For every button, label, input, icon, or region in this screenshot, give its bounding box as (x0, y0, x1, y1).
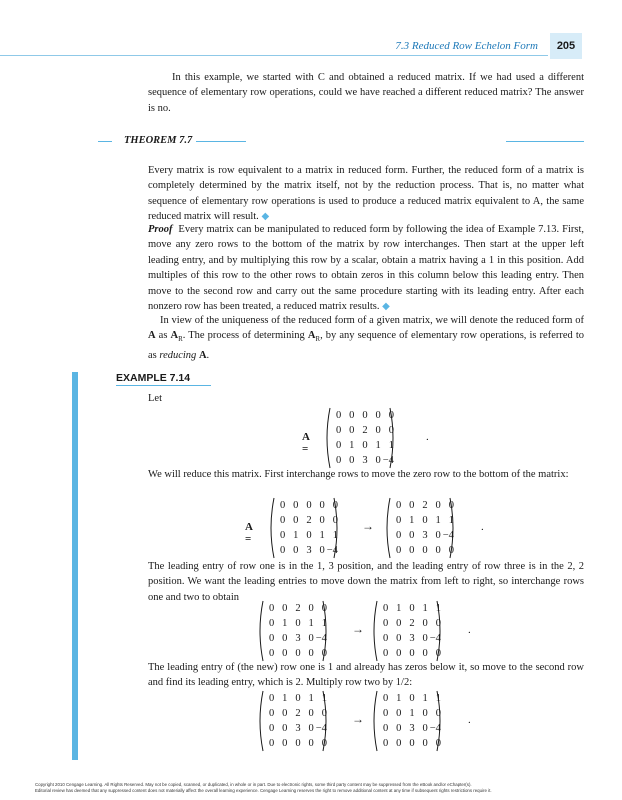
matrix-entry: 0 (268, 648, 275, 659)
matrix-entry: 0 (321, 648, 327, 659)
example-let: Let (148, 393, 162, 404)
matrix (384, 497, 456, 559)
matrix-entry: 0 (268, 738, 275, 749)
matrix-entry: 0 (282, 723, 288, 734)
matrix-entry: 0 (435, 545, 441, 556)
matrix (324, 407, 396, 469)
matrix-entry: 1 (396, 693, 402, 704)
matrix-entry: 1 (282, 618, 288, 629)
matrix-entry: 0 (268, 618, 275, 629)
matrix-entry: 0 (409, 500, 415, 511)
matrix-entry: 3 (295, 723, 301, 734)
matrix-entry: 2 (362, 425, 368, 436)
matrix-entry: 0 (375, 425, 381, 436)
matrix-entry: 0 (268, 603, 275, 614)
matrix-entry: 0 (295, 693, 301, 704)
matrix-row (375, 631, 441, 646)
matrix-row (375, 646, 441, 661)
matrix-entry: 0 (282, 603, 288, 614)
matrix-entry: 0 (382, 708, 389, 719)
matrix-row (388, 513, 454, 528)
matrix-entry: 0 (409, 545, 415, 556)
matrix-entry: 0 (306, 500, 312, 511)
matrix-entry: 0 (268, 708, 275, 719)
matrix-row (375, 706, 441, 721)
matrix-label-A: A = (245, 521, 253, 545)
matrix-entry: 2 (295, 708, 301, 719)
matrix-entry: −4 (429, 723, 441, 734)
matrix-entry: 1 (293, 530, 299, 541)
matrix-entry: 0 (293, 515, 299, 526)
matrix-entry: 1 (308, 618, 314, 629)
example-title-rule (116, 385, 211, 386)
matrix-entry: 0 (396, 708, 402, 719)
matrix-entry: 0 (268, 723, 275, 734)
matrix-entry: 0 (396, 648, 402, 659)
matrix-entry: 0 (382, 648, 389, 659)
matrix-entry: 0 (422, 545, 428, 556)
matrix-entry: 0 (435, 648, 441, 659)
matrix-row (328, 408, 394, 423)
header-rule (0, 55, 548, 56)
matrix-entry: 0 (321, 603, 327, 614)
matrix-row (272, 543, 338, 558)
copyright-footer: Copyright 2010 Cengage Learning. All Rights Reserved. May not be copied, scanned, or duplicated, in whole or in part. Due to electronic rights, some third party content may be suppressed from the eBook and/or eChapter(s). Editorial review has deemed that any suppressed content does not materially affect the overall learning experience. Cengage Learning reserves the right to remove additional content at any time if subsequent rights restrictions require it. (35, 782, 492, 793)
matrix-entry: −4 (382, 455, 394, 466)
matrix-row (328, 423, 394, 438)
matrix-row (375, 721, 441, 736)
matrix (371, 690, 443, 752)
matrix-entry: 0 (282, 648, 288, 659)
matrix-entry: 0 (362, 440, 368, 451)
matrix-row (261, 691, 327, 706)
row-operation-arrow: → (352, 622, 364, 636)
matrix-entry: 0 (448, 545, 454, 556)
matrix-row (261, 646, 327, 661)
matrix-entry: 0 (396, 723, 402, 734)
theorem-label: THEOREM 7.7 (120, 135, 196, 146)
matrix-entry: 0 (279, 545, 286, 556)
matrix-entry: 0 (409, 603, 415, 614)
matrix (268, 497, 340, 559)
matrix-entry: 0 (319, 515, 325, 526)
matrix-entry: 0 (282, 708, 288, 719)
matrix (257, 690, 329, 752)
matrix-entry: 0 (409, 648, 415, 659)
matrix-entry: 1 (321, 693, 327, 704)
matrix-entry: 3 (409, 633, 415, 644)
matrix-row (328, 438, 394, 453)
matrix-entry: 0 (409, 530, 415, 541)
matrix-row (375, 616, 441, 631)
matrix-entry: 0 (293, 545, 299, 556)
proof-end-diamond-icon: ◆ (382, 301, 390, 313)
matrix-entry: 1 (349, 440, 355, 451)
matrix-entry: 1 (409, 515, 415, 526)
matrix-entry: 0 (375, 410, 381, 421)
matrix-entry: 1 (375, 440, 381, 451)
matrix-entry: 0 (395, 530, 402, 541)
proof-label: Proof (148, 224, 173, 235)
matrix-entry: 0 (268, 693, 275, 704)
matrix-entry: 0 (435, 708, 441, 719)
matrix-row (388, 528, 454, 543)
matrix-entry: 1 (435, 603, 441, 614)
example-text-2: The leading entry of row one is in the 1, 3 position, and the leading entry of row three is in the 2, 2 position. We want the leading entries to move down the matrix from left to right, so interchange rows one and two to obtain (148, 561, 584, 603)
matrix-row (272, 528, 338, 543)
matrix-entry: 0 (382, 693, 389, 704)
theorem-end-diamond-icon: ◆ (261, 211, 270, 223)
matrix-entry: 0 (448, 500, 454, 511)
matrix-entry: 0 (319, 500, 325, 511)
theorem-statement: Every matrix is row equivalent to a matrix in reduced form. Further, the reduced form of a matrix is completely determined by the matrix itself, not by the reduction process. That is, no matter what sequence of elementary row operations is used to produce a reduced matrix equivalent to A, the same reduced matrix will result. ◆ (148, 165, 584, 223)
matrix-row (261, 706, 327, 721)
matrix-entry: 0 (409, 693, 415, 704)
matrix-entry: 0 (268, 633, 275, 644)
matrix-entry: 0 (335, 440, 342, 451)
matrix-entry: 0 (435, 530, 441, 541)
matrix (371, 600, 443, 662)
matrix-entry: 2 (306, 515, 312, 526)
matrix-entry: 1 (332, 530, 338, 541)
matrix-entry: 1 (409, 708, 415, 719)
matrix-entry: 0 (319, 545, 325, 556)
running-header-title: 7.3 Reduced Row Echelon Form (395, 40, 538, 52)
matrix-entry: 1 (448, 515, 454, 526)
matrix-entry: 0 (422, 515, 428, 526)
period: . (426, 431, 429, 443)
matrix-entry: 3 (422, 530, 428, 541)
matrix-entry: 0 (382, 618, 389, 629)
matrix-entry: 0 (332, 500, 338, 511)
matrix-entry: 0 (321, 708, 327, 719)
matrix-entry: −4 (315, 633, 327, 644)
row-operation-arrow: → (362, 519, 374, 533)
reduced-form-paragraph: In view of the uniqueness of the reduced form of a given matrix, we will denote the reduced form of A as $A_R$. The process of determining $A_R$, by any sequence of elementary row operations, is referred to as reducing A. (148, 315, 585, 361)
matrix-entry: 0 (308, 648, 314, 659)
matrix-row (375, 691, 441, 706)
period: . (468, 714, 471, 726)
matrix-entry: 0 (362, 410, 368, 421)
matrix-entry: 0 (308, 708, 314, 719)
matrix-entry: −4 (429, 633, 441, 644)
matrix-entry: 0 (422, 618, 428, 629)
matrix-row (272, 498, 338, 513)
matrix-entry: 2 (295, 603, 301, 614)
example-title: EXAMPLE 7.14 (116, 372, 191, 384)
matrix-row (261, 631, 327, 646)
matrix-row (375, 736, 441, 751)
matrix-entry: 0 (282, 738, 288, 749)
matrix-entry: 0 (308, 723, 314, 734)
matrix-entry: 0 (422, 633, 428, 644)
matrix-entry: 0 (395, 545, 402, 556)
matrix-row (261, 601, 327, 616)
example-side-bar (72, 372, 78, 760)
matrix-entry: 1 (319, 530, 325, 541)
matrix-row (261, 736, 327, 751)
matrix-entry: 0 (396, 633, 402, 644)
matrix-entry: 0 (349, 410, 355, 421)
matrix-entry: 0 (382, 633, 389, 644)
matrix-entry: 3 (306, 545, 312, 556)
matrix-entry: 0 (335, 425, 342, 436)
matrix-entry: 0 (435, 738, 441, 749)
matrix-entry: 0 (375, 455, 381, 466)
matrix-entry: 3 (295, 633, 301, 644)
matrix-entry: 0 (279, 500, 286, 511)
matrix-entry: 0 (335, 455, 342, 466)
matrix-entry: 0 (435, 618, 441, 629)
matrix-entry: 0 (435, 500, 441, 511)
matrix-entry: 0 (422, 708, 428, 719)
matrix-entry: 0 (422, 648, 428, 659)
matrix-entry: 0 (282, 633, 288, 644)
page-number: 205 (556, 40, 576, 52)
matrix-entry: 0 (422, 738, 428, 749)
matrix-entry: 1 (321, 618, 327, 629)
matrix-entry: 0 (293, 500, 299, 511)
matrix-entry: 0 (295, 648, 301, 659)
matrix-entry: 0 (335, 410, 342, 421)
matrix-entry: 0 (332, 515, 338, 526)
matrix-entry: −4 (326, 545, 338, 556)
matrix-entry: −4 (442, 530, 454, 541)
period: . (468, 624, 471, 636)
matrix-entry: 0 (395, 500, 402, 511)
matrix-entry: 0 (321, 738, 327, 749)
matrix-row (272, 513, 338, 528)
matrix-entry: 0 (382, 738, 389, 749)
matrix-entry: 2 (422, 500, 428, 511)
matrix-row (388, 543, 454, 558)
example-text-1: We will reduce this matrix. First interchange rows to move the zero row to the bottom of the matrix: (148, 469, 569, 480)
matrix-entry: 0 (295, 618, 301, 629)
matrix-entry: 2 (409, 618, 415, 629)
matrix-entry: 1 (388, 440, 394, 451)
matrix-entry: 1 (282, 693, 288, 704)
matrix-row (261, 721, 327, 736)
matrix-row (388, 498, 454, 513)
period: . (481, 521, 484, 533)
matrix-row (261, 616, 327, 631)
matrix-entry: 0 (395, 515, 402, 526)
matrix-entry: 0 (422, 723, 428, 734)
matrix-entry: 0 (295, 738, 301, 749)
matrix-entry: −4 (315, 723, 327, 734)
matrix-entry: 0 (388, 410, 394, 421)
matrix-entry: 1 (422, 693, 428, 704)
example-text-3: The leading entry of (the new) row one is 1 and already has zeros below it, so move to the second row and find its leading entry, which is 2. Multiply row two by 1/2: (148, 662, 584, 689)
matrix-entry: 0 (349, 455, 355, 466)
matrix-entry: 0 (308, 603, 314, 614)
matrix-entry: 1 (396, 603, 402, 614)
row-operation-arrow: → (352, 712, 364, 726)
matrix-entry: 0 (396, 618, 402, 629)
matrix-entry: 1 (435, 693, 441, 704)
matrix-entry: 3 (362, 455, 368, 466)
matrix (257, 600, 329, 662)
matrix-row (328, 453, 394, 468)
matrix-label-A: A = (302, 431, 310, 455)
matrix-entry: 0 (306, 530, 312, 541)
matrix-entry: 0 (349, 425, 355, 436)
matrix-entry: 0 (382, 603, 389, 614)
matrix-entry: 0 (388, 425, 394, 436)
matrix-entry: 0 (396, 738, 402, 749)
matrix-entry: 0 (308, 633, 314, 644)
matrix-entry: 0 (279, 515, 286, 526)
matrix-row (375, 601, 441, 616)
matrix-entry: 3 (409, 723, 415, 734)
matrix-entry: 1 (422, 603, 428, 614)
proof-paragraph: Proof Every matrix can be manipulated to reduced form by following the idea of Example 7.13. First, move any zero rows to the bottom of the matrix by row interchanges. Then start at the upper left leading entry, and by multiplying this row by a scalar, obtain a matrix having a 1 in this position. Add multiples of this row to the other rows to obtain zeros in this column below this leading entry. Then move to the second row and carry out the same procedure starting with its leading entry. After each nonzero row has been treated, a reduced matrix results. ◆ (148, 224, 585, 313)
intro-paragraph: In this example, we started with C and obtained a reduced matrix. If we had used a different sequence of elementary row operations, could we have reached a different reduced matrix? The answer is no. (148, 72, 584, 114)
matrix-entry: 0 (279, 530, 286, 541)
matrix-entry: 1 (435, 515, 441, 526)
matrix-entry: 0 (382, 723, 389, 734)
matrix-entry: 0 (308, 738, 314, 749)
matrix-entry: 1 (308, 693, 314, 704)
matrix-entry: 0 (409, 738, 415, 749)
